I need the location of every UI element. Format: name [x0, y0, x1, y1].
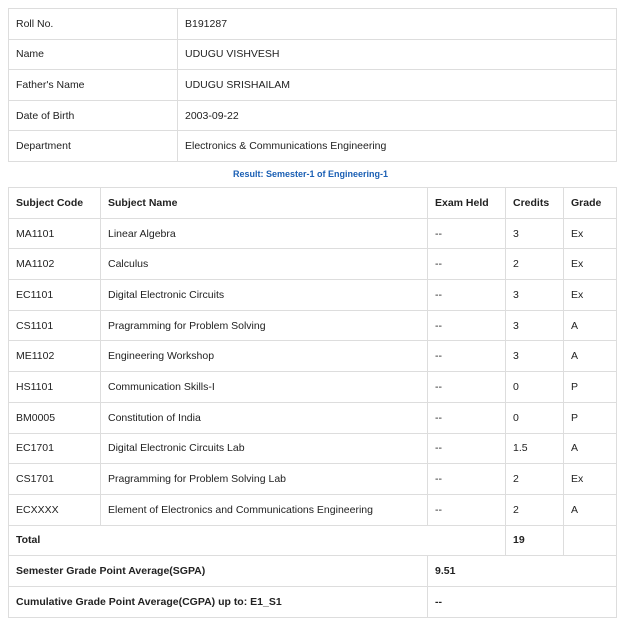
subject-row — [9, 402, 617, 433]
grade: A — [564, 433, 617, 464]
grade: P — [564, 402, 617, 433]
subject-row — [9, 464, 617, 495]
roll-number-label: Roll No. — [9, 9, 178, 40]
sgpa-value: 9.51 — [428, 556, 617, 587]
credits: 2 — [506, 494, 564, 525]
sgpa-label: Semester Grade Point Average(SGPA) — [9, 556, 428, 587]
exam-held: -- — [428, 280, 506, 311]
subject-code: MA1101 — [9, 218, 101, 249]
subject-name: Constitution of India — [101, 402, 428, 433]
father-name-value: UDUGU SRISHAILAM — [178, 70, 617, 101]
subject-code: EC1701 — [9, 433, 101, 464]
department-label: Department — [9, 131, 178, 162]
grade: Ex — [564, 249, 617, 280]
total-credits: 19 — [506, 525, 564, 556]
subject-name: Linear Algebra — [101, 218, 428, 249]
sgpa-row — [9, 556, 617, 587]
exam-held-header: Exam Held — [428, 188, 506, 219]
subject-name: Communication Skills-I — [101, 372, 428, 403]
credits: 3 — [506, 218, 564, 249]
result-caption: Result: Semester-1 of Engineering-1 — [232, 169, 389, 179]
exam-held: -- — [428, 249, 506, 280]
roll-number-value: B191287 — [178, 9, 617, 40]
subject-code: BM0005 — [9, 402, 101, 433]
credits-header: Credits — [506, 188, 564, 219]
result-header-row — [9, 188, 617, 219]
result-table — [8, 187, 617, 618]
date-of-birth-label: Date of Birth — [9, 100, 178, 131]
subject-name: Pragramming for Problem Solving Lab — [101, 464, 428, 495]
cgpa-value: -- — [428, 586, 617, 617]
grade: Ex — [564, 280, 617, 311]
date-of-birth-value: 2003-09-22 — [178, 100, 617, 131]
exam-held: -- — [428, 218, 506, 249]
department-value: Electronics & Communications Engineering — [178, 131, 617, 162]
exam-held: -- — [428, 341, 506, 372]
cgpa-row — [9, 586, 617, 617]
subject-code: HS1101 — [9, 372, 101, 403]
credits: 3 — [506, 280, 564, 311]
father-name-row — [9, 70, 617, 101]
exam-held: -- — [428, 310, 506, 341]
subject-row — [9, 280, 617, 311]
exam-held: -- — [428, 494, 506, 525]
grade: A — [564, 341, 617, 372]
grade: A — [564, 494, 617, 525]
credits: 2 — [506, 249, 564, 280]
date-of-birth-row — [9, 100, 617, 131]
subject-name: Element of Electronics and Communications Engineering — [101, 494, 428, 525]
subject-code-header: Subject Code — [9, 188, 101, 219]
subject-row — [9, 218, 617, 249]
subject-name: Engineering Workshop — [101, 341, 428, 372]
roll-number-row — [9, 9, 617, 40]
subject-row — [9, 433, 617, 464]
grade-header: Grade — [564, 188, 617, 219]
name-row — [9, 39, 617, 70]
credits: 1.5 — [506, 433, 564, 464]
subject-code: EC1101 — [9, 280, 101, 311]
subject-name-header: Subject Name — [101, 188, 428, 219]
credits: 0 — [506, 372, 564, 403]
name-value: UDUGU VISHVESH — [178, 39, 617, 70]
cgpa-label: Cumulative Grade Point Average(CGPA) up to: E1_S1 — [9, 586, 428, 617]
exam-held: -- — [428, 464, 506, 495]
credits: 2 — [506, 464, 564, 495]
subject-code: ME1102 — [9, 341, 101, 372]
subject-name: Calculus — [101, 249, 428, 280]
subject-row — [9, 494, 617, 525]
grade: A — [564, 310, 617, 341]
credits: 3 — [506, 310, 564, 341]
subject-code: ECXXXX — [9, 494, 101, 525]
student-info-table — [8, 8, 617, 162]
grade: P — [564, 372, 617, 403]
credits: 0 — [506, 402, 564, 433]
subject-row — [9, 341, 617, 372]
exam-held: -- — [428, 372, 506, 403]
grade: Ex — [564, 464, 617, 495]
subject-row — [9, 310, 617, 341]
subject-name: Pragramming for Problem Solving — [101, 310, 428, 341]
father-name-label: Father's Name — [9, 70, 178, 101]
subject-code: CS1101 — [9, 310, 101, 341]
subject-row — [9, 249, 617, 280]
exam-held: -- — [428, 433, 506, 464]
total-label: Total — [9, 525, 506, 556]
grade: Ex — [564, 218, 617, 249]
subject-name: Digital Electronic Circuits Lab — [101, 433, 428, 464]
total-grade-empty — [564, 525, 617, 556]
department-row — [9, 131, 617, 162]
credits: 3 — [506, 341, 564, 372]
exam-held: -- — [428, 402, 506, 433]
subject-code: MA1102 — [9, 249, 101, 280]
name-label: Name — [9, 39, 178, 70]
subject-row — [9, 372, 617, 403]
subject-code: CS1701 — [9, 464, 101, 495]
total-row — [9, 525, 617, 556]
subject-name: Digital Electronic Circuits — [101, 280, 428, 311]
